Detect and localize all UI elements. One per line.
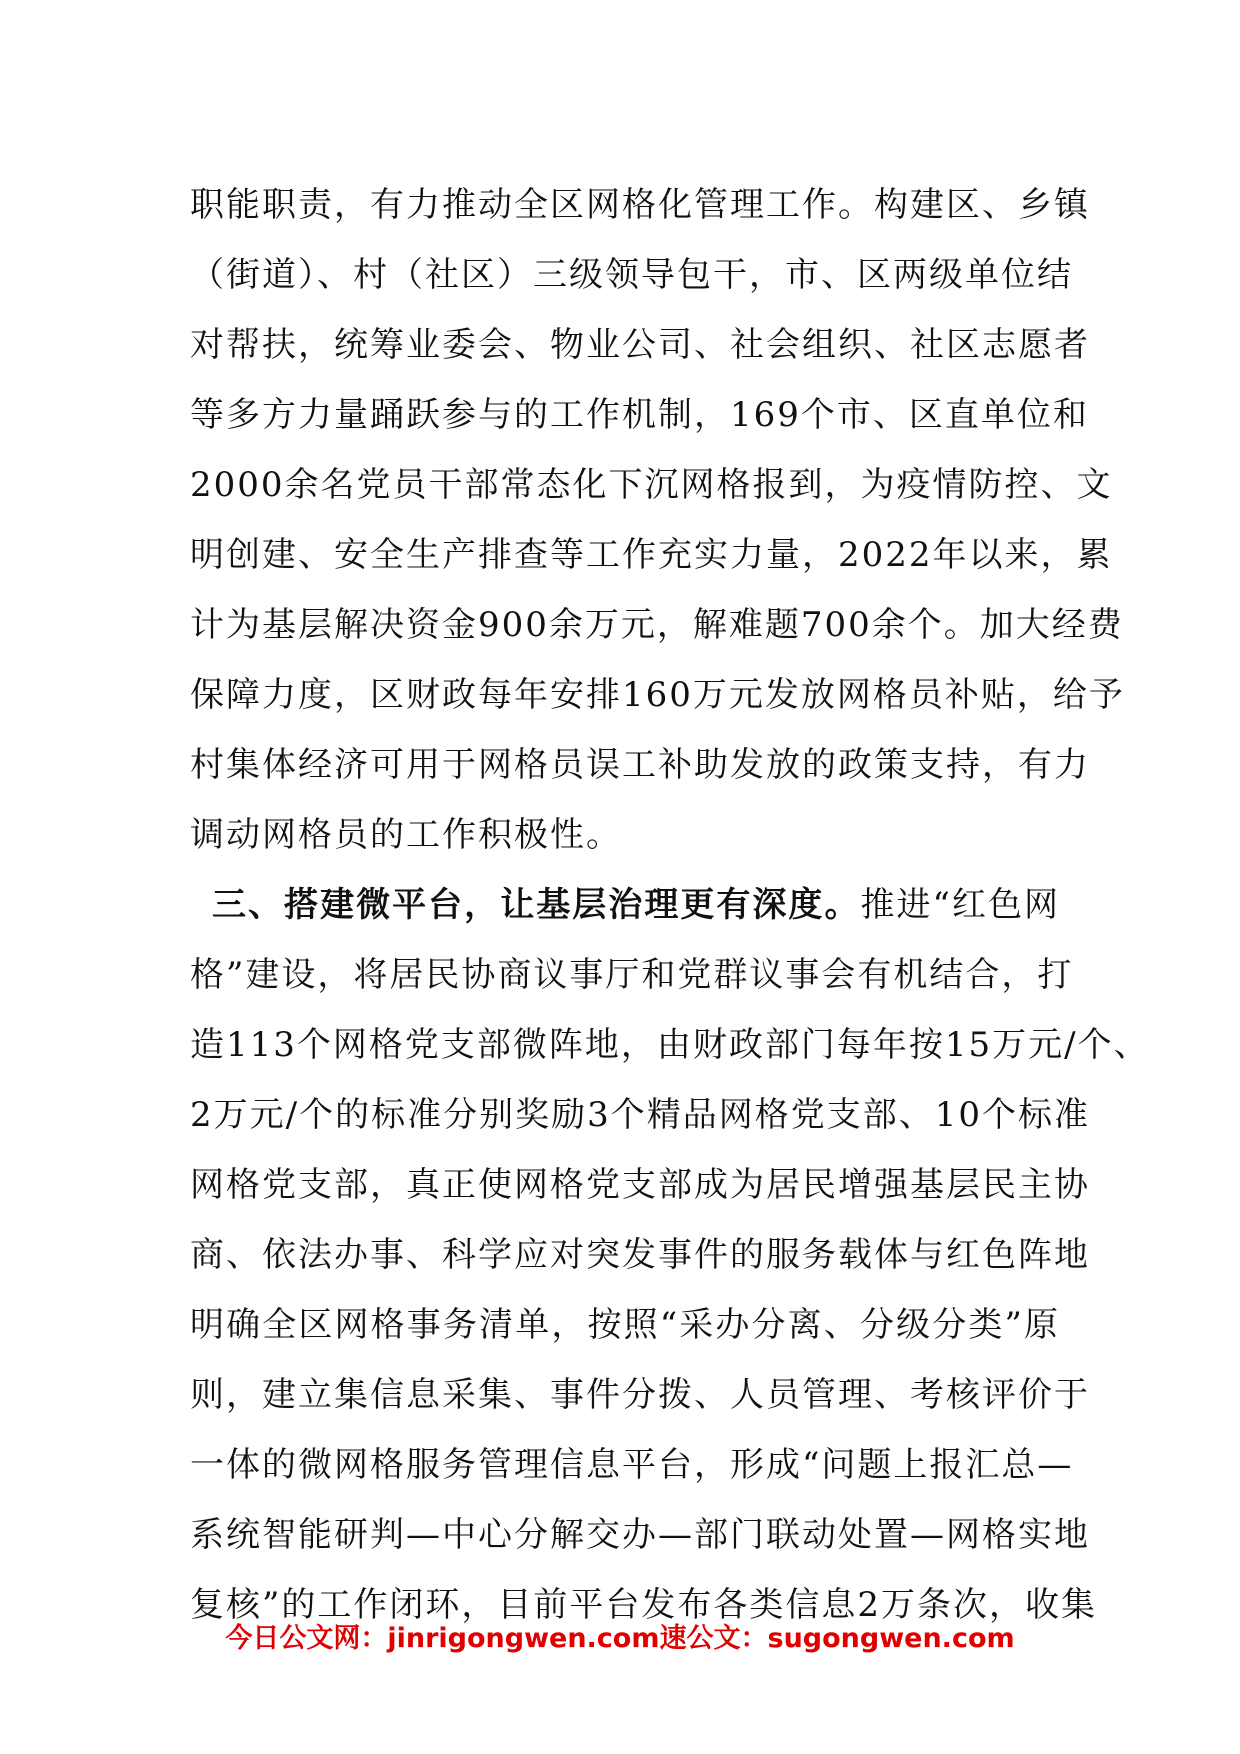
text-line: 复核”的工作闭环，目前平台发布各类信息2万条次，收集 (190, 1585, 1098, 1625)
footer-watermark: 今日公文网：jinrigongwen.com速公文：sugongwen.com (225, 1623, 1015, 1654)
paragraph-1 (190, 170, 1125, 870)
text-line: 则，建立集信息采集、事件分拨、人员管理、考核评价于 (190, 1375, 1090, 1415)
text-line: 网格党支部，真正使网格党支部成为居民增强基层民主协 (190, 1165, 1090, 1205)
text-line: 计为基层解决资金900余万元，解难题700余个。加大经费 (190, 605, 1124, 645)
text-line: 等多方力量踊跃参与的工作机制，169个市、区直单位和 (190, 395, 1089, 435)
text-line: 造113个网格党支部微阵地，由财政部门每年按15万元/个、 (190, 1025, 1150, 1065)
text-line: （街道）、村（社区）三级领导包干，市、区两级单位结 (190, 255, 1073, 295)
text-line: 2000余名党员干部常态化下沉网格报到，为疫情防控、文 (190, 465, 1113, 505)
section-heading: 三、搭建微平台，让基层治理更有深度。 (212, 885, 861, 925)
heading-continuation: 推进“红色网 (860, 885, 1060, 925)
text-line: 明创建、安全生产排查等工作充实力量，2022年以来，累 (190, 535, 1113, 575)
paragraph-2-first-line (190, 870, 1060, 940)
text-line: 商、依法办事、科学应对突发事件的服务载体与红色阵地 (190, 1235, 1090, 1275)
text-line: 2万元/个的标准分别奖励3个精品网格党支部、10个标准 (190, 1095, 1090, 1135)
text-line: 调动网格员的工作积极性。 (190, 815, 622, 855)
text-line: 村集体经济可用于网格员误工补助发放的政策支持，有力 (190, 745, 1090, 785)
text-line: 保障力度，区财政每年安排160万元发放网格员补贴，给予 (190, 675, 1125, 715)
text-line: 格”建设，将居民协商议事厅和党群议事会有机结合，打 (190, 955, 1074, 995)
paragraph-2 (190, 870, 1150, 1640)
text-line: 职能职责，有力推动全区网格化管理工作。构建区、乡镇 (190, 185, 1090, 225)
text-line: 系统智能研判—中心分解交办—部门联动处置—网格实地 (190, 1515, 1090, 1555)
text-line: 明确全区网格事务清单，按照“采办分离、分级分类”原 (190, 1305, 1060, 1345)
document-body (190, 170, 1150, 1640)
text-line: 一体的微网格服务管理信息平台，形成“问题上报汇总— (190, 1445, 1074, 1485)
text-line: 对帮扶，统筹业委会、物业公司、社会组织、社区志愿者 (190, 325, 1090, 365)
